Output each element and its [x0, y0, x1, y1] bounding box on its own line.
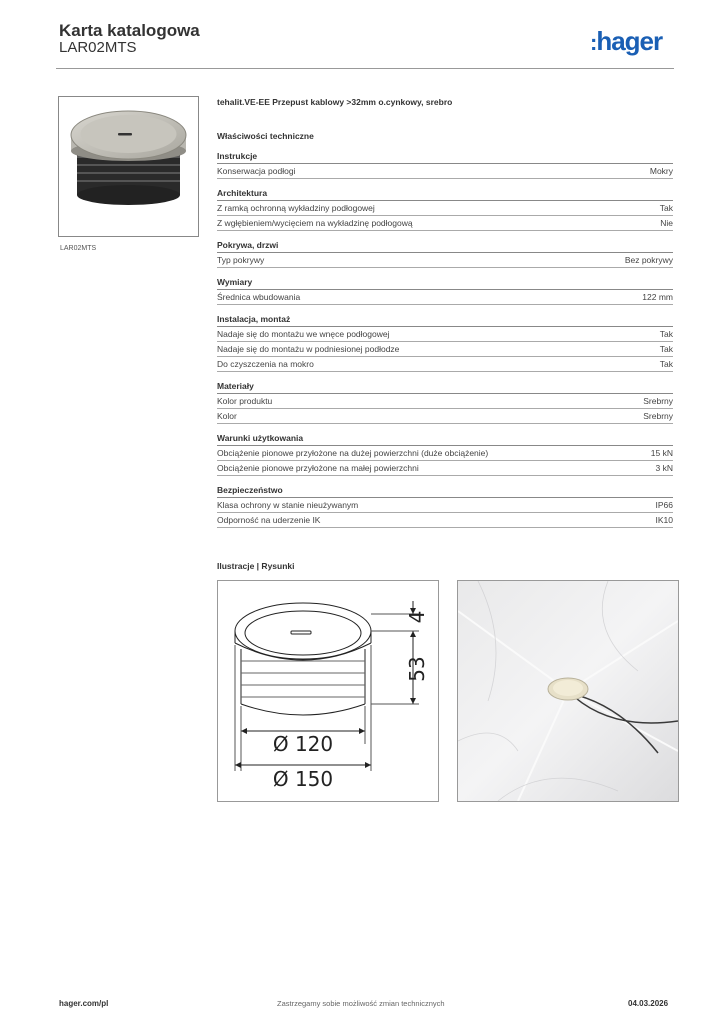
- spec-row: [217, 201, 673, 216]
- dim-4-label: 4: [405, 610, 429, 624]
- floor-outlet-product-image: [59, 97, 198, 236]
- dim-120-label: Ø 120: [272, 732, 334, 756]
- marble-floor-photo: [458, 581, 678, 801]
- spec-label: Nadaje się do montażu we wnęce podłogowej: [217, 329, 390, 339]
- spec-section: [217, 239, 673, 268]
- spec-section: [217, 432, 673, 476]
- product-description: tehalit.VE-EE Przepust kablowy >32mm o.cynkowy, srebro: [217, 97, 453, 107]
- product-code: LAR02MTS: [59, 39, 137, 56]
- spec-section: [217, 150, 673, 179]
- product-thumbnail: [58, 96, 199, 237]
- spec-row: [217, 446, 673, 461]
- spec-row: [217, 409, 673, 424]
- spec-section: [217, 484, 673, 528]
- spec-value: 122 mm: [642, 292, 673, 302]
- illustrations-heading: Ilustracje | Rysunki: [217, 561, 295, 571]
- document-title: Karta katalogowa: [59, 21, 200, 40]
- spec-label: Z ramką ochronną wykładziny podłogowej: [217, 203, 375, 213]
- spec-value: IK10: [655, 515, 673, 525]
- spec-section-title: Architektura: [217, 187, 673, 201]
- spec-row: [217, 498, 673, 513]
- spec-label: Obciążenie pionowe przyłożone na małej powierzchni: [217, 463, 419, 473]
- specifications-table: [217, 150, 673, 536]
- spec-value: Tak: [659, 344, 673, 354]
- spec-row: [217, 394, 673, 409]
- spec-section-title: Warunki użytkowania: [217, 432, 673, 446]
- dimension-drawing: [217, 580, 439, 802]
- spec-row: [217, 290, 673, 305]
- spec-section-title: Instrukcje: [217, 150, 673, 164]
- spec-row: [217, 253, 673, 268]
- spec-value: Bez pokrywy: [624, 255, 673, 265]
- footer-website[interactable]: hager.com/pl: [59, 999, 109, 1008]
- technical-drawing: [218, 581, 438, 801]
- thumbnail-caption: LAR02MTS: [60, 245, 97, 252]
- spec-row: [217, 357, 673, 372]
- spec-label: Typ pokrywy: [217, 255, 265, 265]
- spec-value: Mokry: [649, 166, 673, 176]
- spec-row: [217, 327, 673, 342]
- spec-label: Do czyszczenia na mokro: [217, 359, 314, 369]
- spec-section-title: Materiały: [217, 380, 673, 394]
- header-divider: [56, 68, 674, 69]
- spec-row: [217, 513, 673, 528]
- spec-row: [217, 342, 673, 357]
- spec-section: [217, 313, 673, 372]
- spec-row: [217, 216, 673, 231]
- spec-section: [217, 380, 673, 424]
- spec-section: [217, 187, 673, 231]
- technical-properties-heading: Właściwości techniczne: [217, 131, 314, 141]
- spec-label: Klasa ochrony w stanie nieużywanym: [217, 500, 359, 510]
- spec-section-title: Pokrywa, drzwi: [217, 239, 673, 253]
- spec-label: Z wgłębieniem/wycięciem na wykładzinę podłogową: [217, 218, 413, 228]
- spec-value: 3 kN: [655, 463, 673, 473]
- logo-dots-icon: :: [590, 30, 597, 55]
- spec-section-title: Wymiary: [217, 276, 673, 290]
- spec-value: Tak: [659, 359, 673, 369]
- spec-row: [217, 164, 673, 179]
- spec-label: Odporność na uderzenie IK: [217, 515, 321, 525]
- spec-value: Tak: [659, 203, 673, 213]
- spec-section-title: Bezpieczeństwo: [217, 484, 673, 498]
- spec-section-title: Instalacja, montaż: [217, 313, 673, 327]
- spec-row: [217, 461, 673, 476]
- spec-section: [217, 276, 673, 305]
- dim-150-label: Ø 150: [272, 767, 334, 791]
- hager-logo: [590, 26, 662, 57]
- spec-value: Nie: [660, 218, 673, 228]
- spec-label: Kolor produktu: [217, 396, 273, 406]
- logo-text: hager: [596, 26, 663, 56]
- spec-label: Konserwacja podłogi: [217, 166, 296, 176]
- spec-value: IP66: [655, 500, 673, 510]
- spec-value: Srebrny: [643, 411, 673, 421]
- spec-value: Tak: [659, 329, 673, 339]
- spec-value: Srebrny: [643, 396, 673, 406]
- spec-label: Kolor: [217, 411, 237, 421]
- installation-photo: [457, 580, 679, 802]
- spec-value: 15 kN: [650, 448, 673, 458]
- spec-label: Nadaje się do montażu w podniesionej podłodze: [217, 344, 400, 354]
- footer-date: 04.03.2026: [628, 999, 669, 1008]
- footer-disclaimer: Zastrzegamy sobie możliwość zmian technicznych: [277, 999, 445, 1008]
- spec-label: Średnica wbudowania: [217, 292, 301, 302]
- dim-53-label: 53: [405, 656, 429, 682]
- spec-label: Obciążenie pionowe przyłożone na dużej powierzchni (duże obciążenie): [217, 448, 489, 458]
